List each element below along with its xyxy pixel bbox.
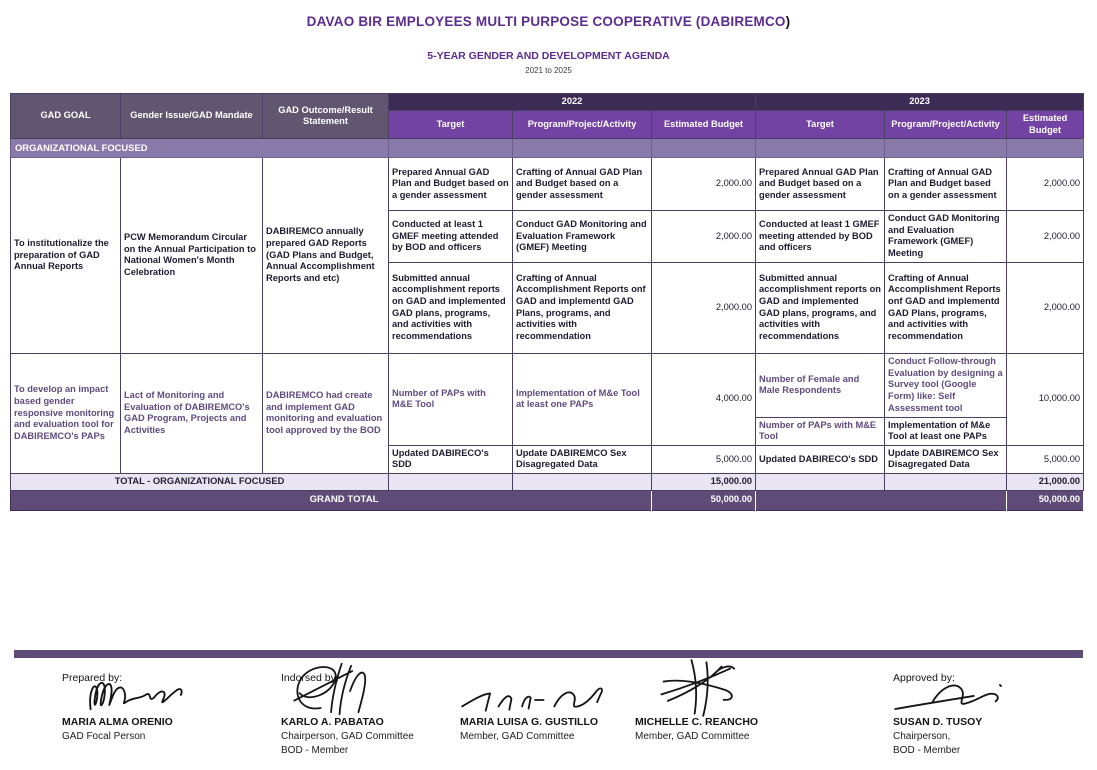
signature-block-approved [893, 672, 1097, 756]
grand-budget-2023: 50,000.00 [1007, 490, 1084, 510]
header-program-2022: Program/Project/Activity [513, 111, 652, 139]
header-gender-issue: Gender Issue/GAD Mandate [121, 94, 263, 139]
header-year-2023: 2023 [756, 94, 1084, 111]
page-title-text: DAVAO BIR EMPLOYEES MULTI PURPOSE COOPERATIVE (DABIREMCO [306, 14, 786, 29]
program-2022-g2rC: Update DABIREMCO Sex Disagregated Data [513, 445, 652, 473]
signature-block-prepared [62, 672, 277, 742]
page-title [0, 14, 1097, 29]
page-title-suffix: ) [785, 14, 791, 29]
target-2023-g1r2: Conducted at least 1 GMEF meeting attended by BOD and officers [756, 211, 885, 262]
signature-scribble [289, 660, 369, 718]
section-fill [652, 139, 756, 158]
issue-cell-g1: PCW Memorandum Circular on the Annual Participation to National Women's Month Celebration [121, 158, 263, 353]
total-fill [389, 474, 513, 491]
signature-label [635, 672, 850, 688]
goal-cell-g2: To develop an impact based gender responsive monitoring and evaluation tool for DABIREMCO's PAPs [11, 353, 121, 473]
goal-cell-g1: To institutionalize the preparation of GAD Annual Reports [11, 158, 121, 353]
budget-2023-g1r3: 2,000.00 [1007, 262, 1084, 353]
target-2023-g1r3: Submitted annual accomplishment reports on GAD and implemented GAD plans, programs, and activities with recommendations [756, 262, 885, 353]
target-2023-g1r1: Prepared Annual GAD Plan and Budget based on a gender assessment [756, 158, 885, 211]
gad-agenda-table [10, 93, 1084, 511]
target-2023-g2rC: Updated DABIRECO's SDD [756, 445, 885, 473]
program-2023-g2rA: Conduct Follow-through Evaluation by designing a Survey tool (Google Form) like: Self Assessment tool [885, 353, 1007, 417]
signature-scribble [460, 684, 610, 716]
header-program-2023: Program/Project/Activity [885, 111, 1007, 139]
program-2023-g1r2: Conduct GAD Monitoring and Evaluation Framework (GMEF) Meeting [885, 211, 1007, 262]
header-target-2022: Target [389, 111, 513, 139]
budget-2023-g2rC: 5,000.00 [1007, 445, 1084, 473]
grand-fill [389, 490, 652, 510]
gad-agenda-table-wrap [10, 93, 1084, 511]
signature-role: BOD - Member [281, 745, 349, 756]
budget-2023-g1r1: 2,000.00 [1007, 158, 1084, 211]
signature-block-reancho [635, 672, 850, 742]
program-2022-g2rA: Implementation of M&e Tool at least one PAPs [513, 353, 652, 445]
section-fill [513, 139, 652, 158]
budget-2022-g1r3: 2,000.00 [652, 262, 756, 353]
total-budget-2023: 21,000.00 [1007, 474, 1084, 491]
signature-scribble [655, 658, 745, 718]
budget-2022-g1r1: 2,000.00 [652, 158, 756, 211]
signature-name: MARIA LUISA G. GUSTILLO [460, 716, 599, 728]
target-2022-g1r3: Submitted annual accomplishment reports on GAD and implemented GAD plans, programs, and activities with recommendations [389, 262, 513, 353]
total-fill [513, 474, 652, 491]
total-row-label: TOTAL - ORGANIZATIONAL FOCUSED [11, 474, 389, 491]
signature-name: MARIA ALMA ORENIO [62, 716, 173, 728]
section-label: ORGANIZATIONAL FOCUSED [11, 139, 389, 158]
budget-2022-g2rA: 4,000.00 [652, 353, 756, 445]
page-period: 2021 to 2025 [525, 66, 572, 75]
program-2023-g2rB: Implementation of M&e Tool at least one PAPs [885, 417, 1007, 445]
signature-role: Member, GAD Committee [635, 731, 750, 742]
header-budget-2022: Estimated Budget [652, 111, 756, 139]
outcome-cell-g2: DABIREMCO had create and implement GAD monitoring and evaluation tool approved by the BOD [263, 353, 389, 473]
program-2023-g2rC: Update DABIREMCO Sex Disagregated Data [885, 445, 1007, 473]
section-fill [756, 139, 885, 158]
target-2022-g2rA: Number of PAPs with M&E Tool [389, 353, 513, 445]
total-budget-2022: 15,000.00 [652, 474, 756, 491]
budget-2023-g2rA: 10,000.00 [1007, 353, 1084, 445]
header-year-2022: 2022 [389, 94, 756, 111]
target-2023-g2rB: Number of PAPs with M&E Tool [756, 417, 885, 445]
section-fill [1007, 139, 1084, 158]
signature-role: GAD Focal Person [62, 731, 146, 742]
grand-fill [756, 490, 1007, 510]
signature-label: Indorsed by: [281, 672, 339, 684]
signature-name: KARLO A. PABATAO [281, 716, 384, 728]
program-2022-g1r1: Crafting of Annual GAD Plan and Budget based on a gender assessment [513, 158, 652, 211]
target-2022-g1r1: Prepared Annual GAD Plan and Budget based on a gender assessment [389, 158, 513, 211]
header-outcome: GAD Outcome/Result Statement [263, 94, 389, 139]
section-fill [389, 139, 513, 158]
grand-budget-2022: 50,000.00 [652, 490, 756, 510]
target-2023-g2rA: Number of Female and Male Respondents [756, 353, 885, 417]
target-2022-g1r2: Conducted at least 1 GMEF meeting attended by BOD and officers [389, 211, 513, 262]
signature-role: BOD - Member [893, 745, 961, 756]
signature-label: Prepared by: [62, 672, 123, 684]
outcome-cell-g1: DABIREMCO annually prepared GAD Reports (GAD Plans and Budget, Annual Accomplishment Reports and etc) [263, 158, 389, 353]
signature-name: MICHELLE C. REANCHO [635, 716, 759, 728]
budget-2022-g2rC: 5,000.00 [652, 445, 756, 473]
footer-divider-bar [14, 650, 1083, 658]
program-2022-g1r2: Conduct GAD Monitoring and Evaluation Framework (GMEF) Meeting [513, 211, 652, 262]
total-fill [885, 474, 1007, 491]
program-2022-g1r3: Crafting of Annual Accomplishment Reports onf GAD and implementd GAD Plans, programs, and activities with recommendation [513, 262, 652, 353]
total-fill [756, 474, 885, 491]
signature-name: SUSAN D. TUSOY [893, 716, 983, 728]
program-2023-g1r1: Crafting of Annual GAD Plan and Budget based on a gender assessment [885, 158, 1007, 211]
program-2023-g1r3: Crafting of Annual Accomplishment Reports onf GAD and implementd GAD Plans, programs, and activities with recommendation [885, 262, 1007, 353]
signature-role: Member, GAD Committee [460, 731, 575, 742]
header-budget-2023: Estimated Budget [1007, 111, 1084, 139]
issue-cell-g2: Lact of Monitoring and Evaluation of DABIREMCO's GAD Program, Projects and Activities [121, 353, 263, 473]
budget-2022-g1r2: 2,000.00 [652, 211, 756, 262]
header-gad-goal: GAD GOAL [11, 94, 121, 139]
header-target-2023: Target [756, 111, 885, 139]
section-fill [885, 139, 1007, 158]
signature-label: Approved by: [893, 672, 955, 684]
target-2022-g2rC: Updated DABIRECO's SDD [389, 445, 513, 473]
signature-role: Chairperson, GAD Committee [281, 731, 414, 742]
budget-2023-g1r2: 2,000.00 [1007, 211, 1084, 262]
page-subtitle: 5-YEAR GENDER AND DEVELOPMENT AGENDA [427, 50, 670, 62]
signature-role: Chairperson, [893, 731, 951, 742]
grand-total-label: GRAND TOTAL [11, 490, 389, 510]
